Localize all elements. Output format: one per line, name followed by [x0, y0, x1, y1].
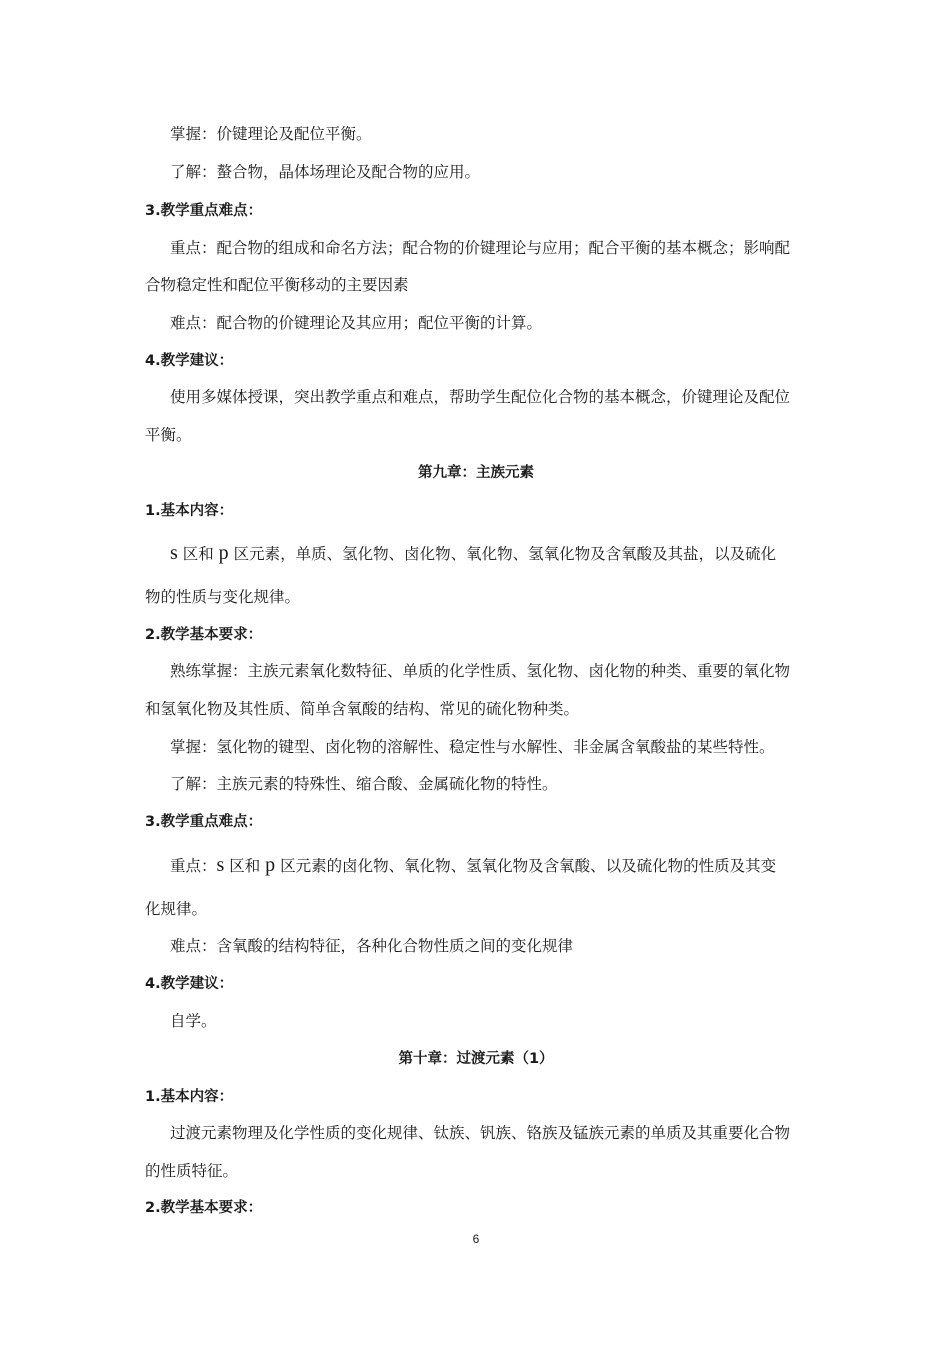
paragraph: 过渡元素物理及化学性质的变化规律、钛族、钒族、铬族及锰族元素的单质及其重要化合物	[170, 1124, 791, 1142]
section-heading: 3.教学重点难点：	[145, 814, 263, 830]
paragraph: 熟练掌握：主族元素氧化数特征、单质的化学性质、氢化物、卤化物的种类、重要的氧化物	[170, 662, 791, 680]
section-heading: 4.教学建议：	[145, 353, 234, 369]
chapter-title: 第九章：主族元素	[418, 465, 534, 481]
paragraph: 合物稳定性和配位平衡移动的主要因素	[145, 276, 409, 294]
paragraph: 难点：配合物的价键理论及其应用；配位平衡的计算。	[170, 314, 543, 332]
paragraph: 的性质特征。	[145, 1162, 239, 1180]
paragraph: 掌握：氢化物的键型、卤化物的溶解性、稳定性与水解性、非金属含氧酸盐的某些特性。	[170, 738, 775, 756]
paragraph	[170, 543, 835, 564]
section-heading: 1.基本内容：	[145, 503, 234, 519]
symbol-p: p	[265, 854, 276, 876]
symbol-s: s	[170, 542, 178, 564]
text: 区和	[177, 545, 219, 563]
paragraph: 物的性质与变化规律。	[145, 588, 301, 606]
chapter-title: 第十章：过渡元素（1）	[398, 1051, 554, 1067]
section-heading: 3.教学重点难点：	[145, 203, 263, 219]
section-heading: 2.教学基本要求：	[145, 627, 263, 643]
symbol-s: s	[216, 854, 225, 876]
paragraph: 平衡。	[145, 426, 192, 444]
text: 区元素，单质、氢化物、卤化物、氧化物、氢氧化物及含氧酸及其盐，以及硫化	[228, 545, 777, 563]
section-heading: 2.教学基本要求：	[145, 1200, 263, 1216]
text: 区和	[224, 857, 266, 875]
symbol-p: p	[218, 542, 229, 564]
paragraph: 化规律。	[145, 900, 208, 918]
paragraph: 重点：配合物的组成和命名方法；配合物的价键理论与应用；配合平衡的基本概念；影响配	[170, 239, 791, 257]
paragraph: 自学。	[170, 1012, 217, 1030]
paragraph: 和氢氧化物及其性质、简单含氧酸的结构、常见的硫化物种类。	[145, 700, 580, 718]
paragraph: 了解：螯合物，晶体场理论及配合物的应用。	[170, 163, 481, 181]
paragraph: 掌握：价键理论及配位平衡。	[170, 125, 372, 143]
section-heading: 4.教学建议：	[145, 976, 234, 992]
page-number: 6	[472, 1232, 480, 1246]
text: 区元素的卤化物、氧化物、氢氧化物及含氧酸、以及硫化物的性质及其变	[275, 857, 777, 875]
paragraph: 难点：含氧酸的结构特征，各种化合物性质之间的变化规律	[170, 937, 574, 955]
section-heading: 1.基本内容：	[145, 1089, 234, 1105]
paragraph: 使用多媒体授课，突出教学重点和难点，帮助学生配位化合物的基本概念，价键理论及配位	[170, 388, 791, 406]
text: 重点：	[170, 857, 217, 875]
paragraph: 了解：主族元素的特殊性、缩合酸、金属硫化物的特性。	[170, 775, 558, 793]
paragraph	[170, 855, 835, 876]
